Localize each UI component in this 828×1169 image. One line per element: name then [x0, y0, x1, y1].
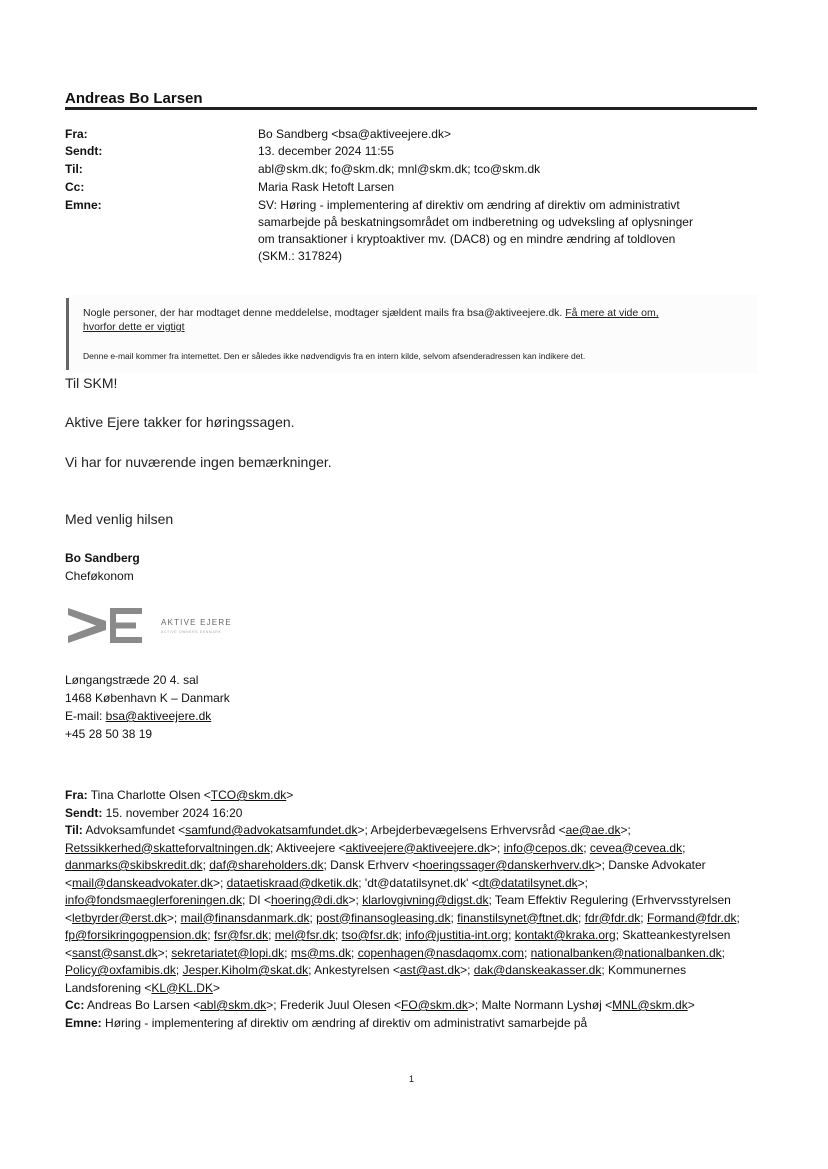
- sent-label: Sendt:: [65, 144, 103, 158]
- recipients: Til: Advoksamfundet <samfund@advokatsamfundet.dk>; Arbejderbevægelsens Erhvervsråd <ae@ae.dk>; Retssikkerhed@skatteforvaltningen.dk; Aktiveejere <aktiveejere@aktiveejere.dk>; info@cepos.dk; cevea@cevea.dk; danmarks@skibskredit.dk; daf@shareholders.dk; Dansk Erhverv <hoeringssager@danskerhverv.dk>; Danske Advokater <mail@danskeadvokater.dk>; dataetiskraad@dketik.dk; 'dt@datatilsynet.dk' <dt@datatilsynet.dk>; info@fondsmaeglerforeningen.dk; DI <hoering@di.dk>; klarlovgivning@digst.dk; Team Effektiv Regulering (Erhvervsstyrelsen <letbyrder@erst.dk>; mail@finansdanmark.dk; post@finansogleasing.dk; finanstilsynet@ftnet.dk; fdr@fdr.dk; Formand@fdr.dk; fp@forsikringogpension.dk; fsr@fsr.dk; mel@fsr.dk; tso@fsr.dk; info@justitia-int.org; kontakt@kraka.org; Skatteankestyrelsen <sanst@sanst.dk>; sekretariatet@lopi.dk; ms@ms.dk; copenhagen@nasdaqomx.com; nationalbanken@nationalbanken.dk; Policy@oxfamibis.dk; Jesper.Kiholm@skat.dk; Ankestyrelsen <ast@ast.dk>; dak@danskeakasser.dk; Kommunernes Landsforening <KL@KL.DK>: [65, 823, 740, 995]
- body-line: Vi har for nuværende ingen bemærkninger.: [65, 454, 332, 470]
- from-value: Bo Sandberg <bsa@aktiveejere.dk>: [258, 127, 451, 141]
- subject-label: Emne:: [65, 198, 102, 212]
- address-line: Løngangstræde 20 4. sal: [65, 673, 199, 687]
- subject-value: [258, 197, 693, 265]
- notice-text: [83, 306, 743, 334]
- subject-line: SV: Høring - implementering af direktiv om ændring af direktiv om administrativt: [258, 198, 680, 212]
- learn-more-link[interactable]: Få mere at vide om, hvorfor dette er vigtigt: [83, 307, 659, 333]
- email-link[interactable]: bsa@aktiveejere.dk: [105, 709, 212, 723]
- to-label: Til:: [65, 162, 83, 176]
- phone: +45 28 50 38 19: [65, 727, 153, 741]
- email-label: E-mail:: [65, 709, 106, 723]
- logo-text: AKTIVE EJERE: [161, 618, 232, 627]
- closing: Med venlig hilsen: [65, 511, 174, 527]
- subject-line: (SKM.: 317824): [258, 249, 343, 263]
- page-number: 1: [409, 1074, 415, 1084]
- from-email-link[interactable]: TCO@skm.dk: [210, 788, 287, 802]
- page-title: Andreas Bo Larsen: [65, 90, 203, 107]
- from-label: Fra:: [65, 127, 88, 141]
- subject-line: om transaktioner i kryptoaktiver mv. (DAC8) og en mindre ændring af toldloven: [258, 232, 676, 246]
- sent-value: 13. december 2024 11:55: [258, 144, 394, 158]
- cc-recipients: Cc: Andreas Bo Larsen <abl@skm.dk>; Frederik Juul Olesen <FO@skm.dk>; Malte Normann Lyshøj <MNL@skm.dk>: [65, 998, 695, 1012]
- body-line: Aktive Ejere takker for høringssagen.: [65, 414, 295, 430]
- subject-line: samarbejde på beskatningsområdet om indberetning og udveksling af oplysninger: [258, 215, 693, 229]
- cc-label: Cc:: [65, 180, 85, 194]
- address-line: 1468 København K – Danmark: [65, 691, 230, 705]
- external-warning: Denne e-mail kommer fra internettet. Den er således ikke nødvendigvis fra en intern kilde, selvom afsenderadressen kan indikere det.: [83, 351, 586, 361]
- greeting: Til SKM!: [65, 375, 118, 391]
- notice-message: Nogle personer, der har modtaget denne meddelelse, modtager sjældent mails fra bsa@aktiveejere.dk.: [83, 307, 563, 319]
- aktive-ejere-logo: [66, 603, 246, 648]
- logo-chevron: [68, 608, 106, 643]
- forwarded-header: Fra: Tina Charlotte Olsen <TCO@skm.dk> Sendt: 15. november 2024 16:20 Til: Advoksamfundet <samfund@advokatsamfundet.dk>; Arbejderbevægelsens Erhvervsråd <ae@ae.dk>; Retssikkerhed@skatteforvaltningen.dk; Aktiveejere <aktiveejere@aktiveejere.dk>; info@cepos.dk; cevea@cevea.dk; danmarks@skibskredit.dk; daf@shareholders.dk; Dansk Erhverv <hoeringssager@danskerhverv.dk>; Danske Advokater <mail@danskeadvokater.dk>; dataetiskraad@dketik.dk; 'dt@datatilsynet.dk' <dt@datatilsynet.dk>; info@fondsmaeglerforeningen.dk; DI <hoering@di.dk>; klarlovgivning@digst.dk; Team Effektiv Regulering (Erhvervsstyrelsen <letbyrder@erst.dk>; mail@finansdanmark.dk; post@finansogleasing.dk; finanstilsynet@ftnet.dk; fdr@fdr.dk; Formand@fdr.dk; fp@forsikringogpension.dk; fsr@fsr.dk; mel@fsr.dk; tso@fsr.dk; info@justitia-int.org; kontakt@kraka.org; Skatteankestyrelsen <sanst@sanst.dk>; sekretariatet@lopi.dk; ms@ms.dk; copenhagen@nasdaqomx.com; nationalbanken@nationalbanken.dk; Policy@oxfamibis.dk; Jesper.Kiholm@skat.dk; Ankestyrelsen <ast@ast.dk>; dak@danskeakasser.dk; Kommunernes Landsforening <KL@KL.DK> Cc: Andreas Bo Larsen <abl@skm.dk>; Frederik Juul Olesen <FO@skm.dk>; Malte Normann Lyshøj <MNL@skm.dk> Emne: Høring - implementering af direktiv om ændring af direktiv om administrativt samarbejde på: [65, 787, 765, 1032]
- logo-subtext: ACTIVE OWNERS DENMARK: [161, 630, 222, 634]
- email-line: [65, 709, 211, 723]
- cc-value: Maria Rask Hetoft Larsen: [258, 180, 395, 194]
- to-value: abl@skm.dk; fo@skm.dk; mnl@skm.dk; tco@skm.dk: [258, 162, 541, 176]
- signature-name: Bo Sandberg: [65, 551, 140, 565]
- title-rule: [65, 107, 757, 110]
- signature-role: Cheføkonom: [65, 569, 134, 583]
- notice-bar: [66, 298, 69, 370]
